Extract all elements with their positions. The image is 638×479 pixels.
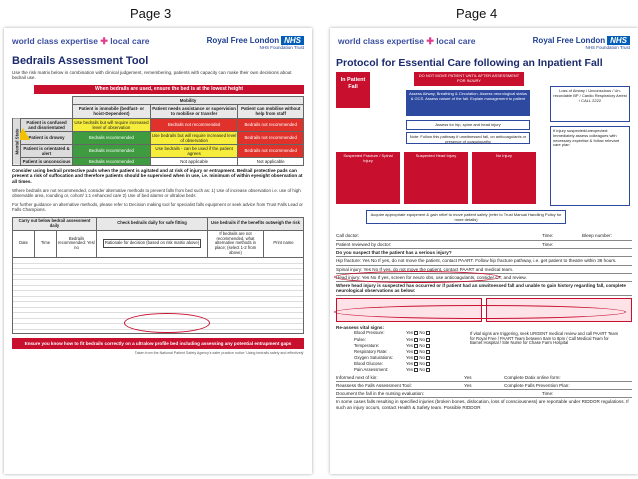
protective-pads-note: Consider using bedrail protective pads when the patient is agitated and at risk of injury or entrapment. Bedrail protective pads can present a risk of suffocation and therefore patients should be supervised when in use, i.e. minimum of within eyesight observation at all times. — [12, 167, 303, 184]
cross-logo-icon: ✚ — [100, 36, 108, 46]
mobility-header: Mobility — [73, 97, 304, 105]
risk-matrix: Mobility Patient is immobile (bedfast- or hoist-Dependent) Patient needs assistance or supervision to mobilise or transfer Patient can mobilise without help from staff Mental State Patient is confused and disorientated Use bedrails but will require increased level of observation Bedrails not recommended Bedrails not recommended Patient is drowsy Bedrails recommended Use bedrails but will require increased level of observation Bedrails not recommended Patient is orientated & alert Bedrails recommended Use bedrails - can be used if the patient agrees Bedrails not recommended Patient is unconscious Bedrails recommended Not applicable Not applicable — [12, 96, 304, 166]
next-of-kin-row[interactable]: Informed next of kin: Yes Complete Datix online form: — [336, 374, 632, 382]
page-3-document — [4, 28, 312, 474]
page-3-label: Page 3 — [130, 6, 172, 21]
mental-state-label: Mental State — [13, 118, 21, 165]
rationale-highlight-ellipse — [124, 313, 210, 333]
cross-logo-icon: ✚ — [426, 36, 434, 46]
serious-injury-question: Do you suspect that the patient has a serious injury? — [336, 249, 632, 257]
page-title: Bedrails Assessment Tool — [12, 55, 149, 68]
reassess-tool-row[interactable]: Reassess the Falls Assessment Tool: Yes Complete Falls Prevention Plan: — [336, 382, 632, 390]
vital-row[interactable]: Temperature: Yes No — [336, 343, 632, 349]
assess-injury-box: Assess for hip, spine and head injury — [406, 120, 530, 130]
cardiac-arrest-box: Loss of Airway / Unconscious / Un-recordable BP / Cardio Respiratory Arrest / CALL 2222 — [550, 86, 630, 122]
page-4-header — [330, 28, 638, 52]
head-injury-box: Suspected Head Injury — [404, 152, 468, 204]
protocol-title: Protocol for Essential Care following an Inpatient Fall — [336, 57, 603, 70]
spinal-injury-row[interactable]: Spinal injury: Yes No If yes, do not move the patient, contact PAART and medical team. — [336, 266, 632, 274]
urgent-review-note: If vital signs are triggering, seek URGENT medical review and call PAART Team for Royal Free / PAART Team between 8am to 8pm / Call Medical Team for Barnet Hospital / Site Nurse for Chase Farm Hospital — [470, 330, 619, 346]
vital-row[interactable]: Blood Glucose: Yes No — [336, 361, 632, 367]
riddor-note: In some cases falls resulting in specified injuries (broken bones, dislocation, loss of consciousness) are reportable under RIDDOR regulations. If such an injury occurs, contact Health & Safety team. Possible RIDDOR — [336, 399, 629, 410]
call-doctor-row[interactable]: Call doctor: Time: Bleep number: — [336, 232, 632, 240]
trust-logo: Royal Free London NHS NHS Foundation Trust — [532, 36, 630, 51]
do-not-move-box: DO NOT MOVE PATIENT UNTIL AFTER ASSESSMENT FOR INJURY — [414, 72, 524, 86]
head-injury-row[interactable]: Head injury: Yes No If yes, screen for neuro obs, use anticoagulants, consider CT, and review. — [336, 274, 632, 282]
page-3-header — [4, 28, 312, 52]
document-fall-row[interactable]: Document the fall in the nursing evaluation: Time: — [336, 390, 632, 398]
alternatives-text: Where bedrails are not recommended, consider alternative methods to prevent falls from bed such as: 1) Use of increase observation i.e. use of high observable area, rounding or, cohort/ 1:1 enhanced care 2) Use of bed alarms or ultralow beds — [12, 187, 301, 198]
vital-row[interactable]: Pulse: Yes No — [336, 337, 632, 343]
inpatient-fall-box: In Patient Fall — [336, 72, 370, 108]
pathway-note-box: Note: Follow this pathway if unwitnessed fall, on anticoagulants or presence of coagulopathy — [406, 132, 530, 144]
brand-tagline: world class expertise ✚ local care — [338, 36, 476, 46]
no-injury-box: No Injury — [472, 152, 536, 204]
fall-flowchart — [336, 72, 632, 232]
vital-row[interactable]: Oxygen Saturations: Yes No — [336, 355, 632, 361]
vital-row[interactable]: Respiratory Rate: Yes No — [336, 349, 632, 355]
serious-injury-highlight-ellipse — [334, 271, 500, 283]
vitals-section: Re-assess vital signs: Blood Pressure: Yes No Pulse: Yes No Temperature: Yes No Respiratory Rate: Yes No Oxygen Saturations: Yes No Blood Glucose: Yes No Pain Assessment: Yes No If vital signs are triggering, seek URGENT medical review and call PAART Team for Royal Free / PAART Team between 8am to 8pm / Call Medical Team for Barnet Hospital / Site Nurse for Chase Farm Hospital — [330, 324, 638, 374]
unwitnessed-fall-note: Where head injury is suspected has occurred or if patient had an unwitnessed fall and unable to gain history regarding fall, complete neurological observations as below: — [336, 282, 632, 296]
daily-check-table: Carry out below bedrail assessment daily Check bedrails daily for safe fitting Use bedrails if the benefits outweigh the risk Date Time Bedrails recommended: Yes/ no Rationale for decision (based on risk matrix above) If bedrails are not recommended, what alternative methods in place; (select 1-2 from above) Print name — [12, 217, 304, 258]
injury-expertise-box: If injury suspected/unexpected: Immediately assess colleagues with necessary expertise & follow relevant care plan — [550, 126, 630, 206]
abc-assessment-box: Assess Airway, Breathing & Circulation. Assess neurological status & GCS. Assess nature of the fall. Explain management to patient — [406, 90, 530, 116]
trust-logo: Royal Free London NHS NHS Foundation Trust — [206, 36, 304, 51]
intro-text: Use the risk matrix below in combination with clinical judgement, remembering, patients with capacity can make their own decisions about bedrail use. — [12, 70, 292, 81]
fracture-box: Suspected Fracture / Spinal Injury — [336, 152, 400, 204]
doctor-review-row[interactable]: Patient reviewed by doctor: Time: — [336, 241, 632, 249]
lowest-height-banner: When bedrails are used, ensure the bed is at the lowest height — [34, 85, 304, 95]
page-4-document — [330, 28, 638, 474]
brand-tagline: world class expertise ✚ local care — [12, 36, 150, 46]
rationale-column-header: Rationale for decision (based on risk matrix above) — [103, 239, 201, 248]
fitting-banner: Ensure you know how to fit bedrails correctly on a ultralow profile bed including assessing any potential entrapment gaps — [12, 338, 304, 349]
source-note: Taken from the National Patient Safety Agency's safer practice notice 'Using bedrails safely and effectively' — [134, 351, 304, 356]
guidance-text: For further guidance on alternative methods, please refer to Decision making tool for specialist falls equipment or seek advice from Trust Falls Lead or Falls Champions. — [12, 201, 303, 212]
unwitnessed-fall-highlight-ellipse — [334, 305, 626, 319]
vital-row[interactable]: Pain Assessment: Yes No — [336, 367, 632, 373]
vital-row[interactable]: Blood Pressure: Yes No — [336, 331, 632, 337]
equipment-box: Acquire appropriate equipment & gain relief to move patient safely (refer to Trust Manual Handling Policy for more details) — [366, 210, 566, 224]
hip-fracture-row[interactable]: Hip fracture: Yes No If yes, do not move the patient, contact PAART. Follow hip fracture pathway, i.e. get patient to theatre within 36 hours. — [336, 257, 632, 265]
page-4-label: Page 4 — [456, 6, 498, 21]
